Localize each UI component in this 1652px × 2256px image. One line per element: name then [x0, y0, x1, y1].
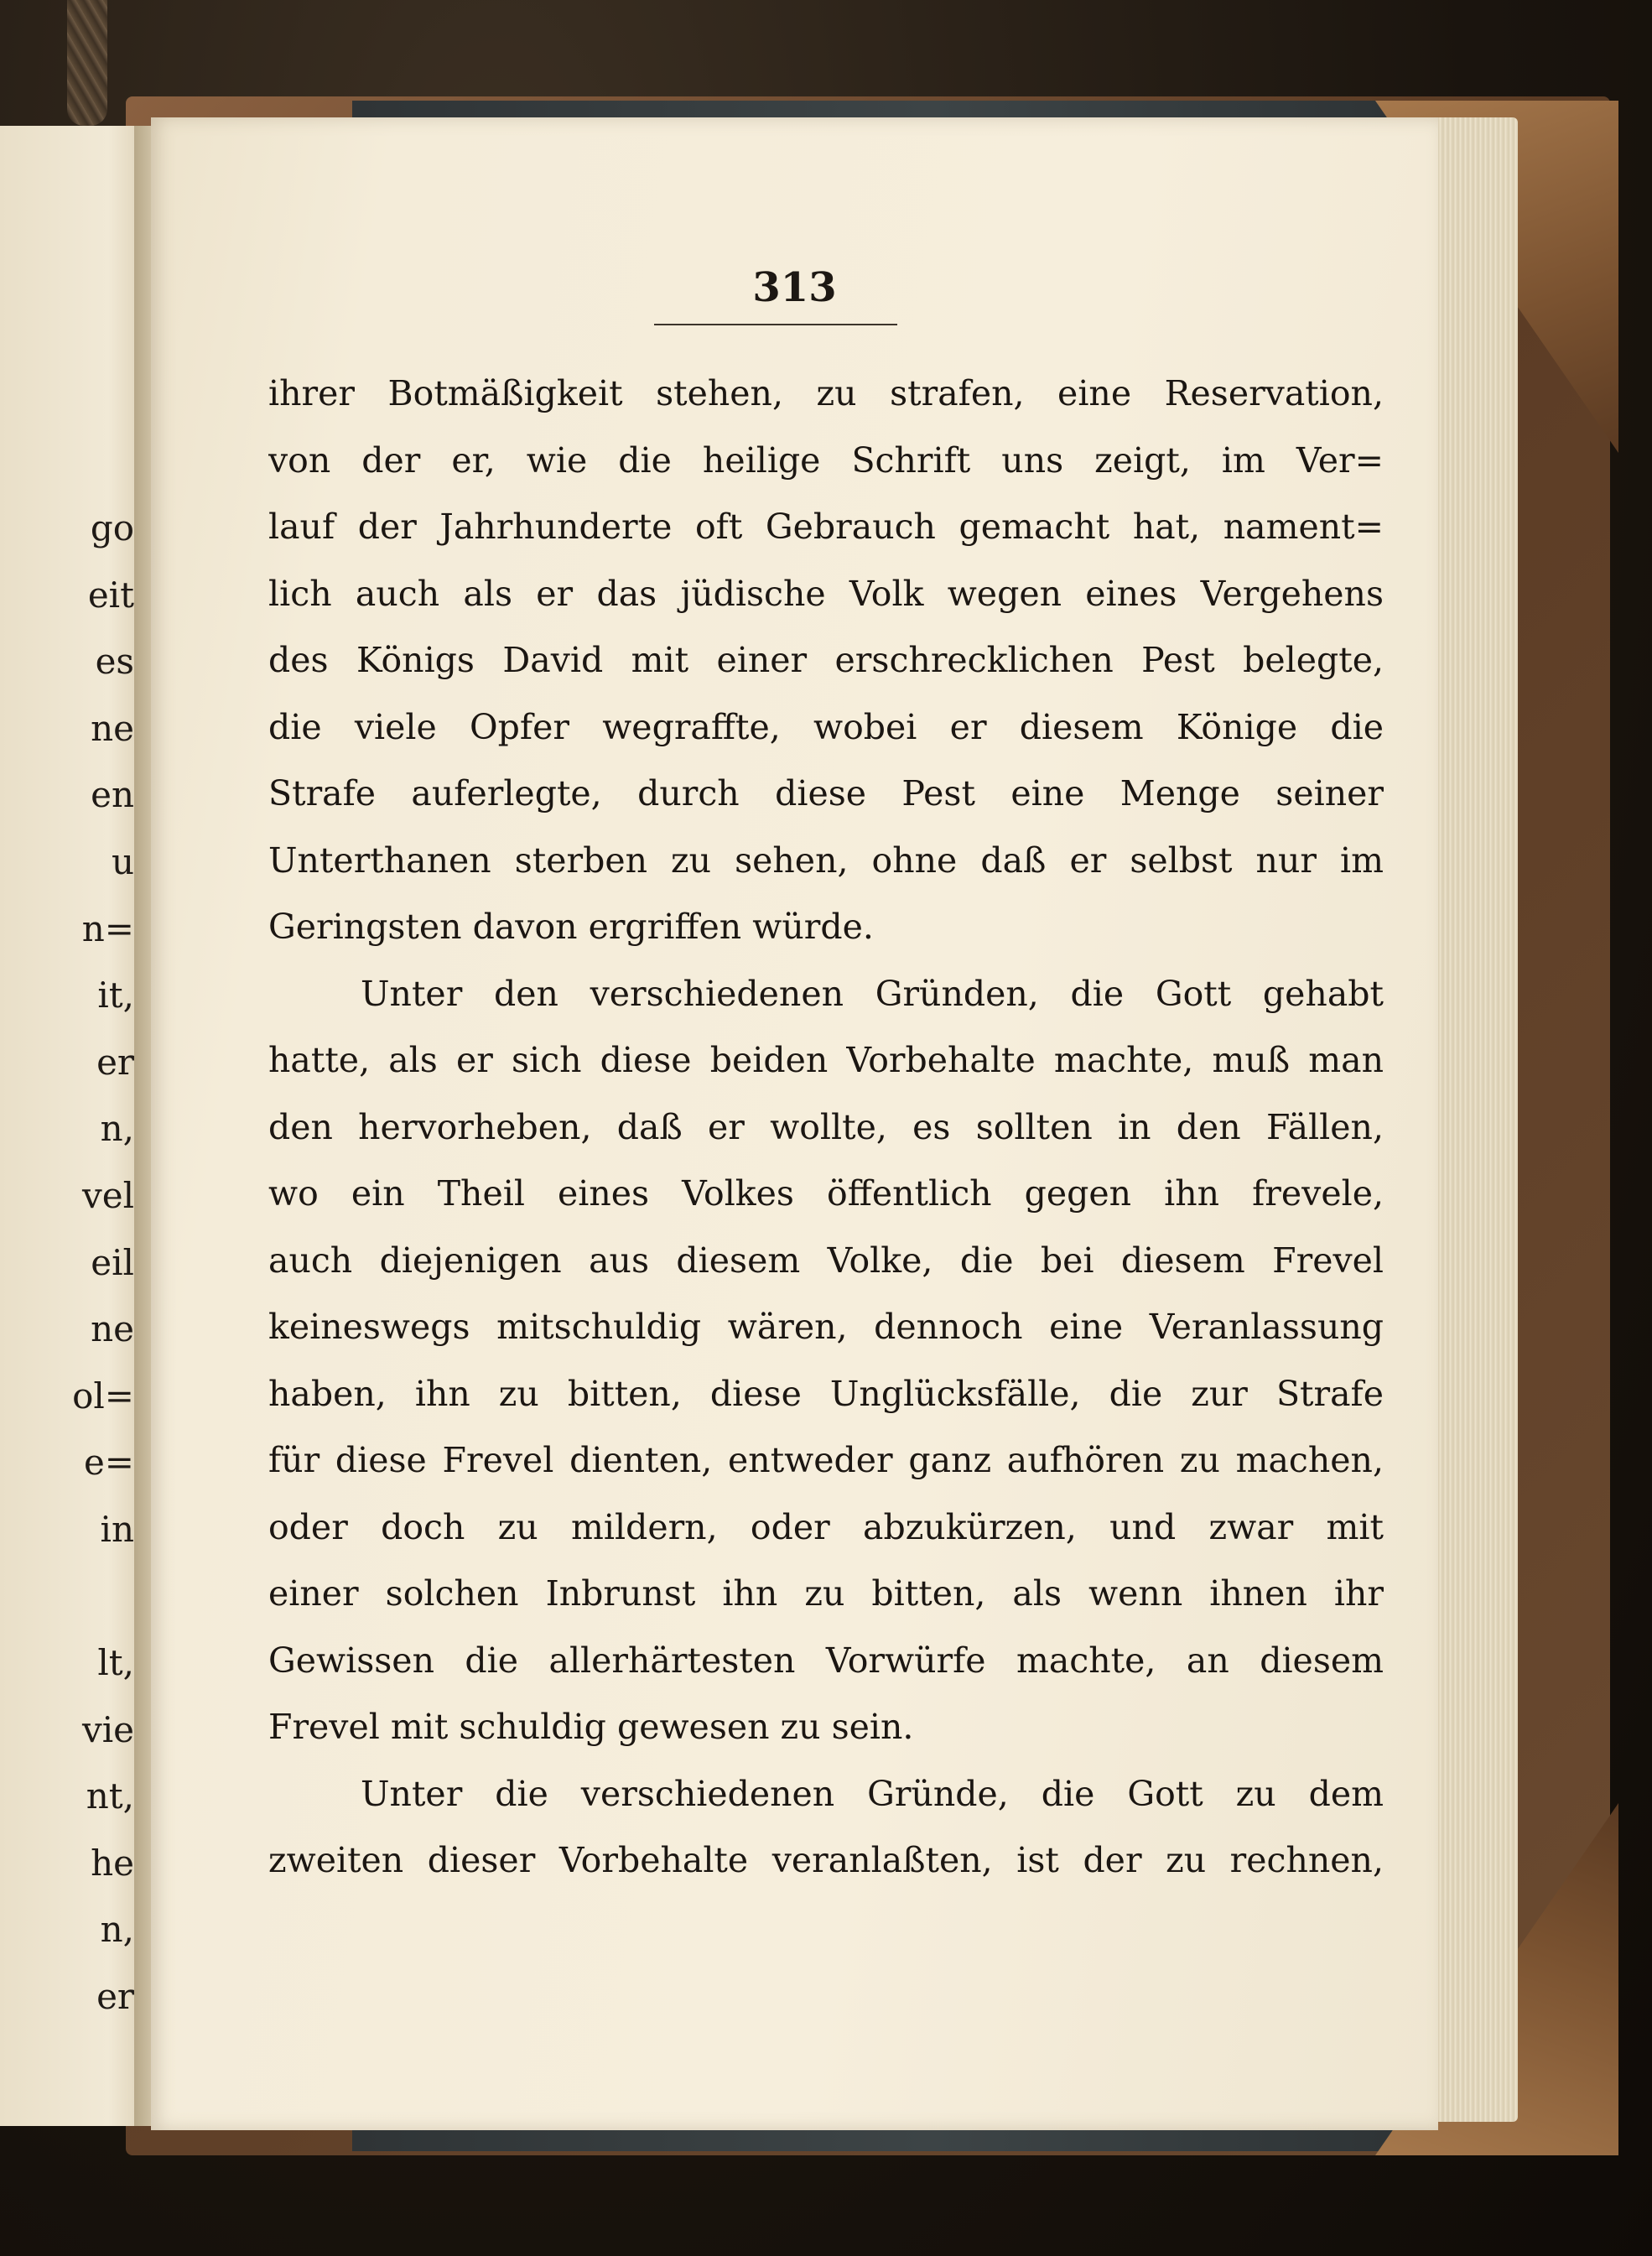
left-fragment: n,: [100, 1108, 134, 1150]
text-line: auch diejenigen aus diesem Volke, die bei diesem Frevel: [268, 1240, 1384, 1281]
text-line: die viele Opfer wegraffte, wobei er diesem Könige die: [268, 706, 1384, 747]
left-page-text: [0, 495, 141, 2030]
left-fragment: ne: [91, 1308, 134, 1350]
left-fragment: e=: [83, 1442, 134, 1484]
text-line: Unter die verschiedenen Gründe, die Gott zu dem: [361, 1773, 1384, 1814]
left-fragment: er: [96, 1976, 134, 2018]
text-line: wo ein Theil eines Volkes öffentlich gegen ihn frevele,: [268, 1173, 1384, 1214]
left-fragment: ol=: [72, 1375, 134, 1416]
left-fragment: go: [90, 507, 134, 548]
left-fragment: lt,: [97, 1642, 134, 1684]
left-fragment: eit: [87, 574, 134, 616]
text-line: Gewissen die allerhärtesten Vorwürfe machte, an diesem: [268, 1640, 1384, 1681]
text-line: ihrer Botmäßigkeit stehen, zu strafen, eine Reservation,: [268, 373, 1384, 413]
text-line: den hervorheben, daß er wollte, es sollten in den Fällen,: [268, 1106, 1384, 1147]
text-line: keineswegs mitschuldig wären, dennoch eine Veranlassung: [268, 1307, 1384, 1347]
header-rule: [654, 324, 897, 325]
left-fragment: en: [91, 774, 134, 816]
page-number: 313: [752, 264, 837, 311]
text-line: haben, ihn zu bitten, diese Unglücksfälle, die zur Strafe: [268, 1373, 1384, 1414]
text-line: Strafe auferlegte, durch diese Pest eine Menge seiner: [268, 773, 1384, 814]
text-line: Unterthanen sterben zu sehen, ohne daß er selbst nur im: [268, 840, 1384, 881]
left-fragment: in: [100, 1508, 134, 1550]
left-page: [0, 126, 155, 2126]
text-line: lich auch als er das jüdische Volk wegen eines Vergehens: [268, 573, 1384, 614]
text-line: oder doch zu mildern, oder abzukürzen, und zwar mit: [268, 1506, 1384, 1547]
text-line: zweiten dieser Vorbehalte veranlaßten, ist der zu rechnen,: [268, 1840, 1384, 1880]
text-line: für diese Frevel dienten, entweder ganz aufhören zu machen,: [268, 1440, 1384, 1480]
left-fragment: ne: [91, 707, 134, 749]
text-line: von der er, wie die heilige Schrift uns zeigt, im Ver=: [268, 439, 1384, 481]
page-edges: [1426, 117, 1518, 2122]
right-page: [151, 117, 1438, 2130]
text-line: einer solchen Inbrunst ihn zu bitten, als wenn ihnen ihr: [268, 1573, 1384, 1614]
left-fragment: it,: [97, 975, 134, 1016]
left-fragment: he: [91, 1842, 134, 1884]
left-fragment: nt,: [86, 1775, 134, 1817]
text-line: hatte, als er sich diese beiden Vorbehalte machte, muß man: [268, 1040, 1384, 1080]
left-fragment: eil: [91, 1241, 134, 1283]
text-line: Geringsten davon ergriffen würde.: [268, 907, 874, 947]
left-fragment: vel: [81, 1174, 134, 1216]
text-line: des Königs David mit einer erschrecklichen Pest belegte,: [268, 640, 1384, 680]
left-fragment: n=: [81, 907, 134, 949]
left-fragment: [0, 1563, 134, 1630]
left-fragment: vie: [81, 1708, 134, 1750]
left-fragment: es: [95, 641, 134, 683]
text-line: Frevel mit schuldig gewesen zu sein.: [268, 1707, 914, 1747]
bookmark-ribbon: [67, 0, 107, 126]
text-line: Unter den verschiedenen Gründen, die Gott gehabt: [361, 973, 1384, 1014]
text-line: lauf der Jahrhunderte oft Gebrauch gemacht hat, nament=: [268, 507, 1384, 547]
body-text: [268, 361, 1384, 1895]
left-fragment: n,: [100, 1909, 134, 1951]
left-fragment: u: [111, 840, 134, 882]
left-fragment: er: [96, 1041, 134, 1083]
